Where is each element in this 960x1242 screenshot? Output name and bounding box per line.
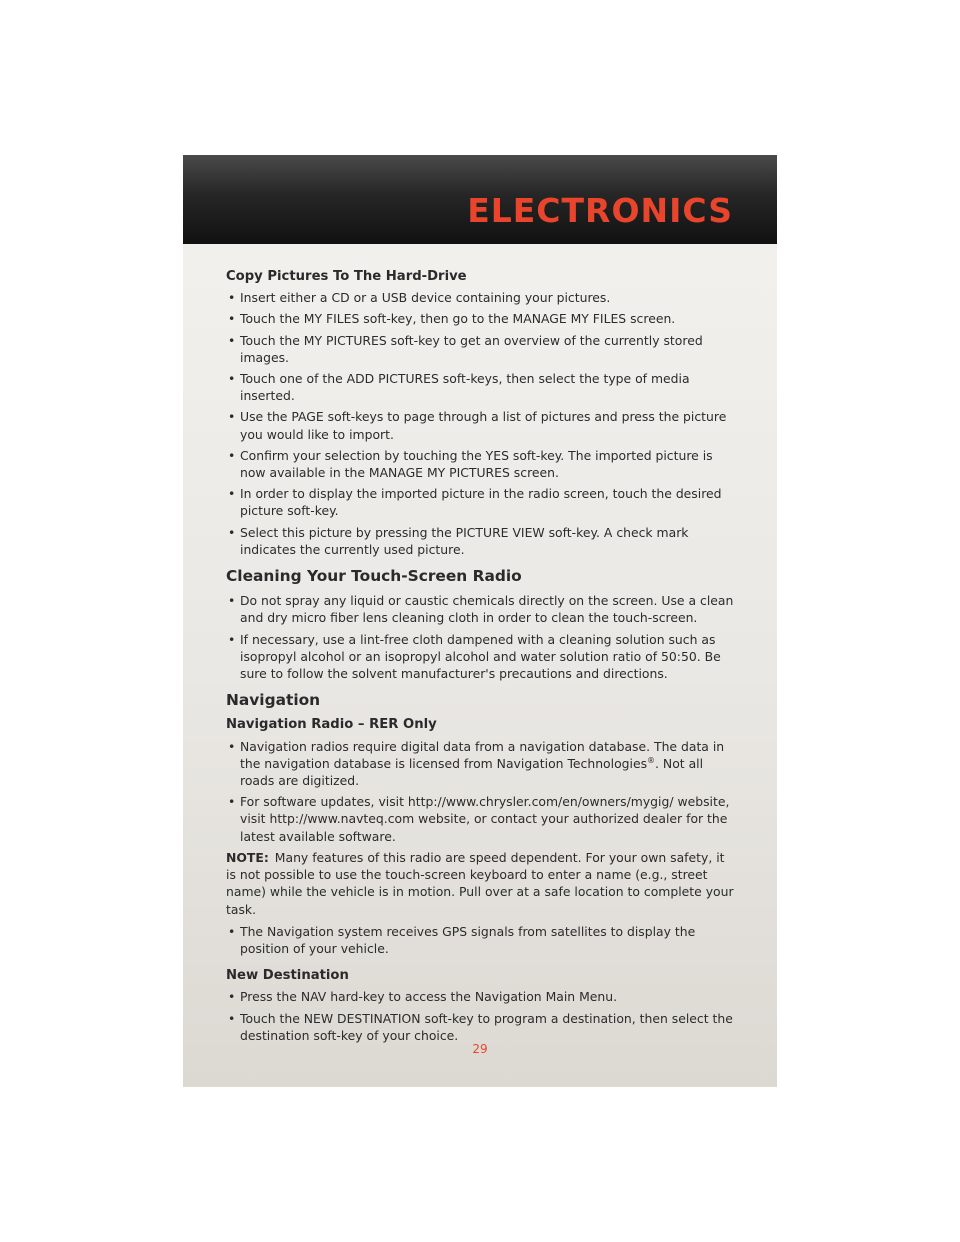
section-header-bar <box>183 155 777 244</box>
bullet-dot: • <box>228 290 236 306</box>
subheading-navigation-radio: Navigation Radio – RER Only <box>226 717 437 733</box>
bullet-dot: • <box>228 524 236 540</box>
list-item: • Select this picture by pressing the PICTURE VIEW soft-key. A check mark indicates the currently used picture. <box>228 524 689 557</box>
list-item: • Navigation radios require digital data from a navigation database. The data in the navigation database is licensed from Navigation Technologies®. Not all roads are digitized. <box>228 738 725 789</box>
registered-mark: ® <box>647 755 656 765</box>
bullet-dot: • <box>228 794 236 810</box>
list-item: • Do not spray any liquid or caustic chemicals directly on the screen. Use a clean and dry micro fiber lens cleaning cloth in order to clean the touch-screen. <box>228 593 734 626</box>
bullet-dot: • <box>228 371 236 387</box>
note-text: Many features of this radio are speed dependent. For your own safety, it is not possible to use the touch-screen keyboard to enter a name (e.g., street name) while the vehicle is in motion. Pull over at a safe location to complete your task. <box>226 849 734 917</box>
manual-page <box>183 155 777 1087</box>
list-item: • If necessary, use a lint-free cloth dampened with a cleaning solution such as isopropyl alcohol or an isopropyl alcohol and water solution ratio of 50:50. Be sure to follow the solvent manufacturer's precautions and directions. <box>228 631 721 682</box>
heading-cleaning: Cleaning Your Touch-Screen Radio <box>226 567 522 586</box>
note-label: NOTE: <box>226 849 269 865</box>
bullet-dot: • <box>228 738 236 754</box>
list-item: • Touch one of the ADD PICTURES soft-keys, then select the type of media inserted. <box>228 371 690 404</box>
list-item: • In order to display the imported picture in the radio screen, touch the desired picture soft-key. <box>228 486 722 519</box>
section-title: ELECTRONICS <box>467 191 733 230</box>
list-item: • Touch the NEW DESTINATION soft-key to program a destination, then select the destination soft-key of your choice. <box>228 1010 733 1043</box>
page-content <box>226 268 738 1048</box>
bullet-dot: • <box>228 447 236 463</box>
bullet-dot: • <box>228 486 236 502</box>
bullet-dot: • <box>228 311 236 327</box>
list-item: • For software updates, visit http://www.chrysler.com/en/owners/mygig/ website, visit http://www.navteq.com website, or contact your authorized dealer for the latest available software. <box>228 794 730 844</box>
heading-copy-pictures: Copy Pictures To The Hard-Drive <box>226 269 467 284</box>
list-item: • Insert either a CD or a USB device containing your pictures. <box>228 290 611 306</box>
list-item: • Confirm your selection by touching the YES soft-key. The imported picture is now available in the MANAGE MY PICTURES screen. <box>228 447 713 481</box>
bullet-dot: • <box>228 1010 236 1026</box>
bullet-dot: • <box>228 923 236 939</box>
page-number: 29 <box>472 1042 488 1056</box>
list-item: • Touch the MY PICTURES soft-key to get an overview of the currently stored images. <box>228 332 703 365</box>
list-item: • The Navigation system receives GPS signals from satellites to display the position of your vehicle. <box>228 923 696 956</box>
bullet-dot: • <box>228 332 236 348</box>
list-item: • Use the PAGE soft-keys to page through a list of pictures and press the picture you would like to import. <box>228 409 727 442</box>
heading-navigation: Navigation <box>226 691 321 710</box>
bullet-dot: • <box>228 593 236 609</box>
heading-new-destination: New Destination <box>226 968 349 984</box>
list-item: • Touch the MY FILES soft-key, then go to the MANAGE MY FILES screen. <box>228 311 676 327</box>
bullet-dot: • <box>228 989 236 1005</box>
list-item: • Press the NAV hard-key to access the Navigation Main Menu. <box>228 989 618 1005</box>
bullet-dot: • <box>228 409 236 425</box>
bullet-dot: • <box>228 631 236 647</box>
note-paragraph <box>226 849 738 918</box>
